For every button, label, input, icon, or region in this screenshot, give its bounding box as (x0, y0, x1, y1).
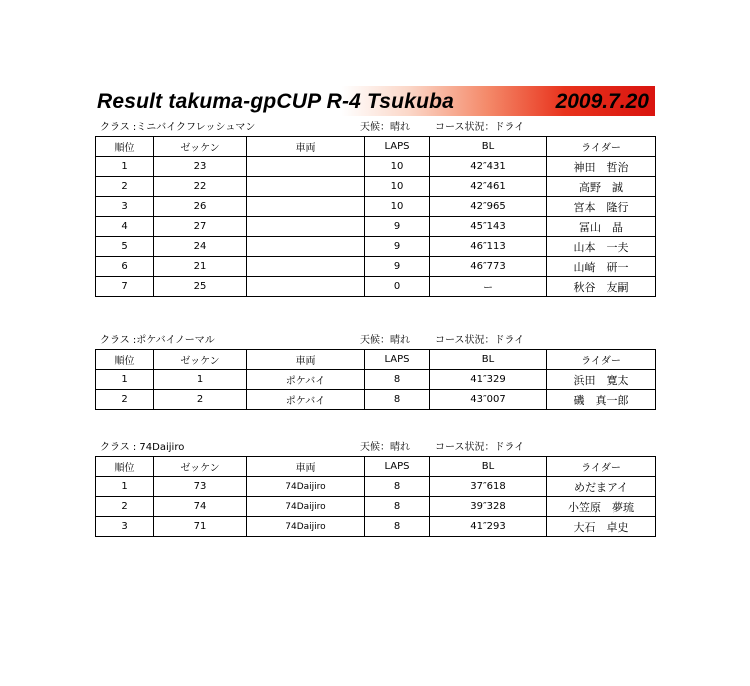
laps-cell: 10 (365, 177, 430, 197)
laps-cell: 10 (365, 197, 430, 217)
class-label: クラス : 74Daijiro (100, 442, 185, 453)
number-cell: 27 (154, 217, 247, 237)
laps-cell: 0 (365, 277, 430, 297)
vehicle-cell: ポケバイ (247, 370, 365, 390)
col-header-rider: ライダー (547, 457, 656, 477)
weather-label: 天候：晴れ (360, 442, 410, 453)
laps-cell: 9 (365, 237, 430, 257)
rider-cell: 山本 一夫 (547, 237, 656, 257)
best-lap-cell: 37″618 (430, 477, 547, 497)
col-header-position: 順位 (96, 137, 154, 157)
section-pocket-bike-normal (95, 333, 655, 410)
number-cell: 71 (154, 517, 247, 537)
position-cell: 1 (96, 477, 154, 497)
number-cell: 25 (154, 277, 247, 297)
vehicle-cell (247, 217, 365, 237)
section-meta (95, 440, 655, 456)
best-lap-cell: 42″431 (430, 157, 547, 177)
position-cell: 7 (96, 277, 154, 297)
table-row (96, 177, 656, 197)
class-label: クラス :ポケバイノーマル (100, 335, 215, 346)
number-cell: 23 (154, 157, 247, 177)
position-cell: 5 (96, 237, 154, 257)
col-header-vehicle: 車両 (247, 350, 365, 370)
event-date: 2009.7.20 (555, 90, 649, 113)
results-table (95, 136, 656, 297)
col-header-laps: LAPS (365, 137, 430, 157)
table-row (96, 197, 656, 217)
col-header-rider: ライダー (547, 137, 656, 157)
vehicle-cell (247, 197, 365, 217)
col-header-position: 順位 (96, 350, 154, 370)
col-header-number: ゼッケン (154, 457, 247, 477)
position-cell: 3 (96, 517, 154, 537)
best-lap-cell: 43″007 (430, 390, 547, 410)
rider-cell: 磯 真一郎 (547, 390, 656, 410)
position-cell: 2 (96, 390, 154, 410)
best-lap-cell: 46″773 (430, 257, 547, 277)
vehicle-cell (247, 157, 365, 177)
course-condition-label: コース状況：ドライ (435, 442, 525, 453)
rider-cell: 浜田 寛太 (547, 370, 656, 390)
col-header-laps: LAPS (365, 457, 430, 477)
laps-cell: 8 (365, 497, 430, 517)
number-cell: 1 (154, 370, 247, 390)
rider-cell: 神田 哲治 (547, 157, 656, 177)
col-header-position: 順位 (96, 457, 154, 477)
col-header-best-lap: BL (430, 457, 547, 477)
table-row (96, 157, 656, 177)
results-header (95, 86, 655, 116)
table-row (96, 477, 656, 497)
page-title: Result takuma-gpCUP R-4 Tsukuba (97, 90, 455, 113)
laps-cell: 9 (365, 257, 430, 277)
col-header-rider: ライダー (547, 350, 656, 370)
number-cell: 22 (154, 177, 247, 197)
table-row (96, 370, 656, 390)
number-cell: 2 (154, 390, 247, 410)
position-cell: 6 (96, 257, 154, 277)
table-row (96, 277, 656, 297)
position-cell: 1 (96, 157, 154, 177)
vehicle-cell: 74Daijiro (247, 517, 365, 537)
course-condition-label: コース状況：ドライ (435, 122, 525, 133)
rider-cell: めだまアイ (547, 477, 656, 497)
section-meta (95, 333, 655, 349)
rider-cell: 高野 誠 (547, 177, 656, 197)
col-header-laps: LAPS (365, 350, 430, 370)
best-lap-cell: 45″143 (430, 217, 547, 237)
section-mini-bike-freshman (95, 120, 655, 297)
best-lap-cell: 39″328 (430, 497, 547, 517)
laps-cell: 9 (365, 217, 430, 237)
vehicle-cell (247, 177, 365, 197)
table-header-row (96, 457, 656, 477)
table-row (96, 390, 656, 410)
vehicle-cell: 74Daijiro (247, 477, 365, 497)
class-label: クラス :ミニバイクフレッシュマン (100, 122, 256, 133)
results-table (95, 456, 656, 537)
results-table (95, 349, 656, 410)
rider-cell: 山崎 研一 (547, 257, 656, 277)
col-header-vehicle: 車両 (247, 457, 365, 477)
laps-cell: 8 (365, 477, 430, 497)
position-cell: 3 (96, 197, 154, 217)
number-cell: 74 (154, 497, 247, 517)
best-lap-cell: ー (430, 277, 547, 297)
table-row (96, 497, 656, 517)
laps-cell: 8 (365, 517, 430, 537)
best-lap-cell: 46″113 (430, 237, 547, 257)
table-header-row (96, 137, 656, 157)
laps-cell: 8 (365, 370, 430, 390)
position-cell: 4 (96, 217, 154, 237)
section-meta (95, 120, 655, 136)
number-cell: 26 (154, 197, 247, 217)
best-lap-cell: 41″293 (430, 517, 547, 537)
section-74daijiro (95, 440, 655, 537)
table-header-row (96, 350, 656, 370)
vehicle-cell (247, 237, 365, 257)
col-header-vehicle: 車両 (247, 137, 365, 157)
weather-label: 天候：晴れ (360, 335, 410, 346)
vehicle-cell: 74Daijiro (247, 497, 365, 517)
table-row (96, 217, 656, 237)
col-header-number: ゼッケン (154, 350, 247, 370)
position-cell: 1 (96, 370, 154, 390)
col-header-number: ゼッケン (154, 137, 247, 157)
weather-label: 天候：晴れ (360, 122, 410, 133)
table-row (96, 517, 656, 537)
vehicle-cell: ポケバイ (247, 390, 365, 410)
vehicle-cell (247, 257, 365, 277)
rider-cell: 秋谷 友嗣 (547, 277, 656, 297)
number-cell: 73 (154, 477, 247, 497)
vehicle-cell (247, 277, 365, 297)
best-lap-cell: 42″461 (430, 177, 547, 197)
best-lap-cell: 41″329 (430, 370, 547, 390)
laps-cell: 10 (365, 157, 430, 177)
col-header-best-lap: BL (430, 350, 547, 370)
position-cell: 2 (96, 497, 154, 517)
rider-cell: 冨山 晶 (547, 217, 656, 237)
rider-cell: 宮本 隆行 (547, 197, 656, 217)
table-row (96, 237, 656, 257)
course-condition-label: コース状況：ドライ (435, 335, 525, 346)
table-row (96, 257, 656, 277)
number-cell: 21 (154, 257, 247, 277)
rider-cell: 大石 卓史 (547, 517, 656, 537)
col-header-best-lap: BL (430, 137, 547, 157)
position-cell: 2 (96, 177, 154, 197)
rider-cell: 小笠原 夢琉 (547, 497, 656, 517)
laps-cell: 8 (365, 390, 430, 410)
best-lap-cell: 42″965 (430, 197, 547, 217)
number-cell: 24 (154, 237, 247, 257)
